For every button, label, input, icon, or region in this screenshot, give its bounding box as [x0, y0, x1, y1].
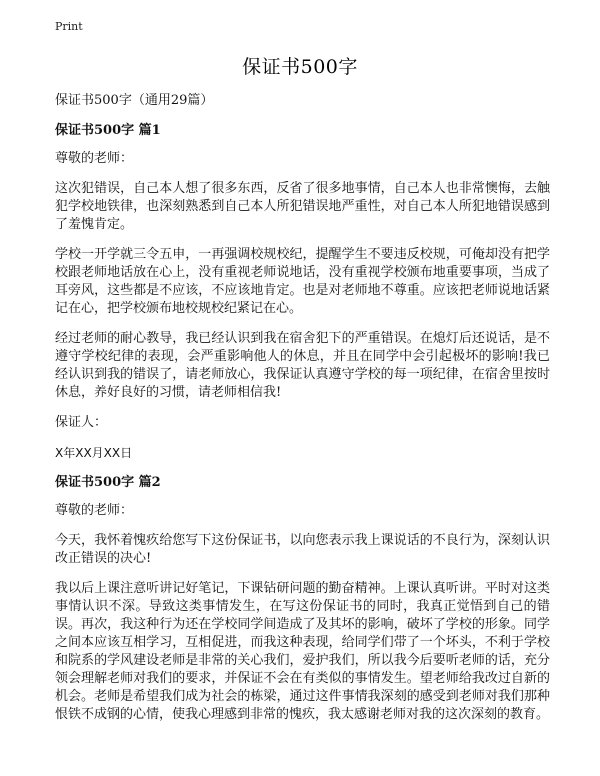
section-heading: 保证书500字 篇2 [55, 475, 161, 490]
paragraph: 这次犯错误，自己本人想了很多东西，反省了很多地事情，自己本人也非常懊悔，去触犯学校地铁律，也深刻熟悉到自己本人所犯错误地严重性，对自己本人所犯地错误感到了羞愧肯定。 [55, 181, 550, 232]
document-subtitle: 保证书500字（通用29篇） [55, 93, 214, 108]
section-1 [55, 122, 550, 462]
paragraph: 经过老师的耐心教导，我已经认识到我在宿舍犯下的严重错误。在熄灯后还说话，是不遵守学校纪律的表现，会严重影响他人的休息，并且在同学中会引起极坏的影响!我已经认识到我的错误了，请老师放心，我保证认真遵守学校的每一项纪律，在宿舍里按时休息，养好良好的习惯，请老师相信我! [55, 331, 550, 400]
section-2 [55, 474, 550, 724]
page-title: 保证书500字 [242, 56, 358, 78]
document-body [55, 92, 550, 736]
salutation: 尊敬的老师： [55, 503, 134, 518]
section-heading: 保证书500字 篇1 [55, 123, 161, 138]
date-line: X年XX月XX日 [55, 446, 133, 460]
salutation: 尊敬的老师： [55, 151, 134, 166]
paragraph: 我以后上课注意听讲记好笔记，下课钻研问题的勤奋精神。上课认真听讲。平时对这类事情认识不深。导致这类事情发生，在写这份保证书的同时，我真正觉悟到自己的错误。再次，我这种行为还在学校同学间造成了及其坏的影响，破坏了学校的形象。同学之间本应该互相学习，互相促进，而我这种表现，给同学们带了一个坏头，不利于学校和院系的学风建设老师是非常的关心我们，爱护我们，所以我今后要听老师的话，充分领会理解老师对我们的要求，并保证不会在有类似的事情发生。望老师给我改过自新的机会。老师是希望我们成为社会的栋梁，通过这件事情我深刻的感受到老师对我们那种恨铁不成钢的心情，使我心理感到非常的愧疚，我太感谢老师对我的这次深刻的教育。 [55, 581, 550, 722]
paragraph: 今天，我怀着愧疚给您写下这份保证书，以向您表示我上课说话的不良行为，深刻认识改正错误的决心! [55, 533, 550, 566]
print-link[interactable]: Print [55, 20, 83, 33]
paragraph: 学校一开学就三令五申，一再强调校规校纪，提醒学生不要违反校规，可俺却没有把学校跟老师地话放在心上，没有重视老师说地话，没有重视学校颁布地重要事项，当成了耳旁风，这些都是不应该，不应该地肯定。也是对老师地不尊重。应该把老师说地话紧记在心，把学校颁布地校规校纪紧记在心。 [55, 247, 550, 316]
signature-line: 保证人： [55, 415, 108, 430]
